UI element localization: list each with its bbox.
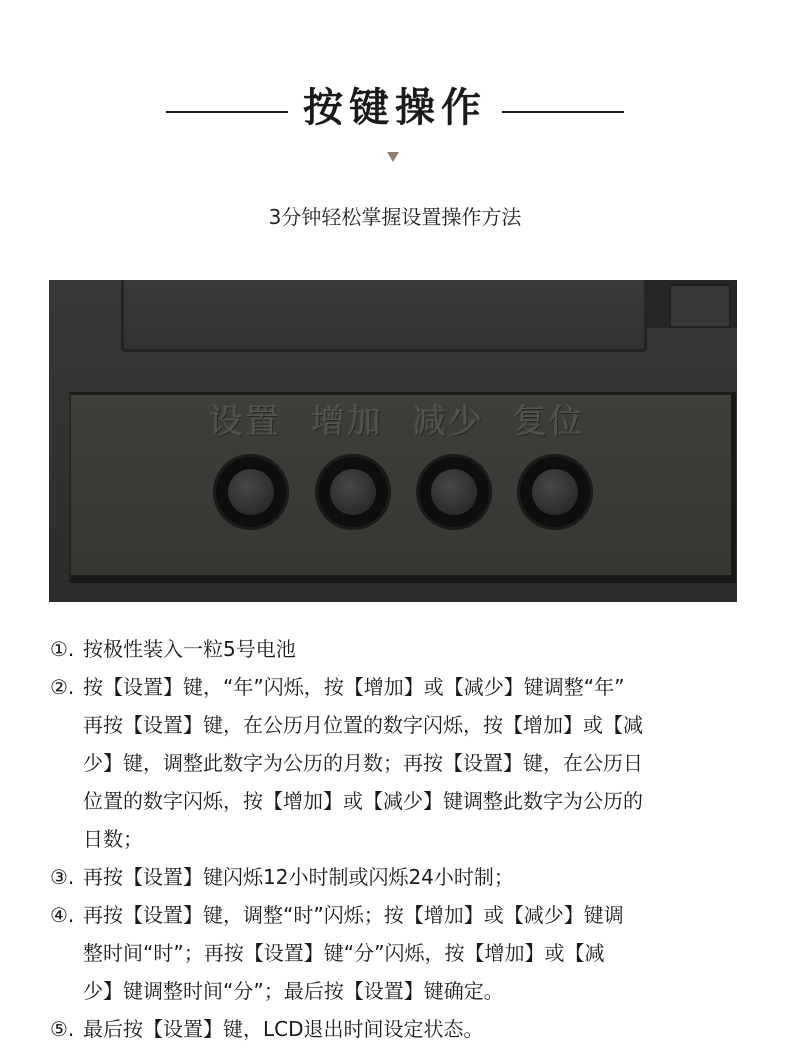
label-set: 设置: [209, 402, 281, 442]
step-text: 少】键调整时间“分”；最后按【设置】键确定。: [83, 979, 504, 1003]
step-text: 按【设置】键，“年”闪烁，按【增加】或【减少】键调整“年”: [83, 675, 625, 699]
decrease-button-cap: [431, 469, 477, 515]
reset-button: [517, 454, 593, 530]
step-number: ③.: [50, 865, 75, 889]
title-divider-right: [502, 111, 624, 113]
instruction-list: [50, 630, 750, 1048]
step-number: ②.: [50, 675, 75, 699]
step-number: ①.: [50, 637, 75, 661]
step-text: 再按【设置】键，在公历月位置的数字闪烁，按【增加】或【减: [83, 713, 643, 737]
button-panel-photo: [49, 280, 737, 602]
increase-button: [315, 454, 391, 530]
step-text: 少】键，调整此数字为公历的月数；再按【设置】键，在公历日: [83, 751, 643, 775]
step-4: [50, 896, 750, 1010]
label-reset: 复位: [513, 402, 585, 442]
battery-cover: [121, 280, 647, 352]
page-title: 按键操作: [303, 85, 487, 131]
step-text: 再按【设置】键，调整“时”闪烁；按【增加】或【减少】键调: [83, 903, 624, 927]
step-3: [50, 858, 750, 896]
set-button: [213, 454, 289, 530]
step-text: 日数；: [83, 827, 143, 851]
step-number: ④.: [50, 903, 75, 927]
step-text: 整时间“时”；再按【设置】键“分”闪烁，按【增加】或【减: [83, 941, 605, 965]
title-divider-left: [166, 111, 288, 113]
case-clip: [669, 284, 731, 328]
page-subtitle: 3分钟轻松掌握设置操作方法: [268, 205, 522, 229]
button-panel: [69, 392, 736, 583]
step-text: 位置的数字闪烁，按【增加】或【减少】键调整此数字为公历的: [83, 789, 643, 813]
increase-button-cap: [330, 469, 376, 515]
reset-button-cap: [532, 469, 578, 515]
step-text: 按极性装入一粒5号电池: [83, 637, 296, 661]
label-increase: 增加: [311, 402, 383, 442]
step-5: [50, 1010, 750, 1048]
section-header: [0, 78, 790, 138]
step-number: ⑤.: [50, 1017, 75, 1041]
step-2: [50, 668, 750, 858]
step-text: 再按【设置】键闪烁12小时制或闪烁24小时制；: [83, 865, 514, 889]
step-text: 最后按【设置】键，LCD退出时间设定状态。: [83, 1017, 484, 1041]
set-button-cap: [228, 469, 274, 515]
triangle-down-icon: [387, 152, 399, 162]
step-1: [50, 630, 750, 668]
decrease-button: [416, 454, 492, 530]
label-decrease: 减少: [412, 402, 484, 442]
